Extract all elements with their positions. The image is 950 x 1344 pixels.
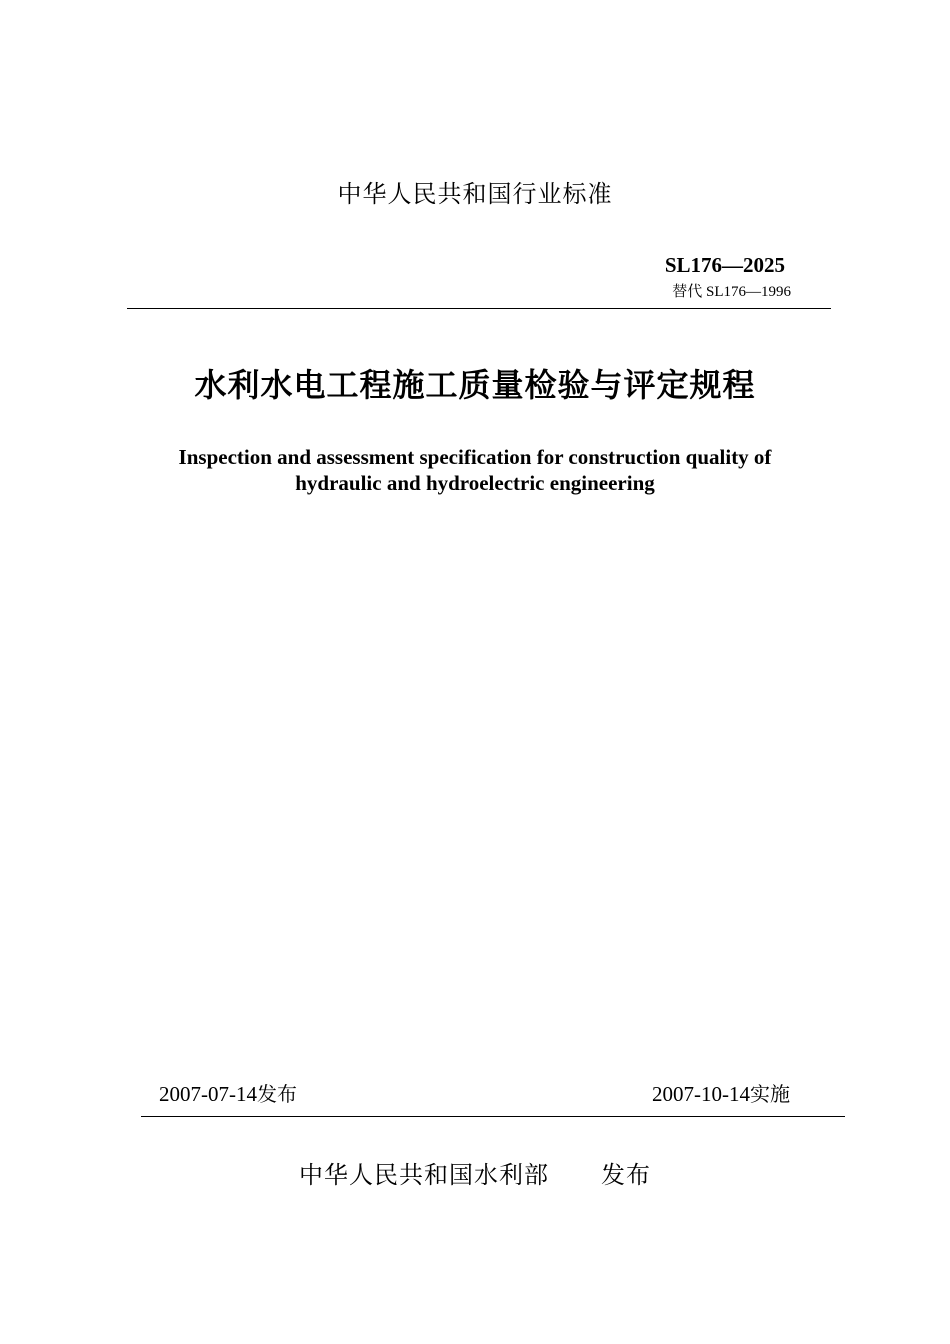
title-english-line1: Inspection and assessment specification for construction quality of <box>178 445 772 469</box>
replaces-standard: 替代 SL176—1996 <box>672 284 791 300</box>
implement-date-block <box>560 1078 790 1107</box>
top-divider <box>127 308 831 309</box>
title-english-line2: hydraulic and hydroelectric engineering <box>295 471 655 495</box>
publish-date-block <box>159 1078 297 1107</box>
implement-date: 2007-10-14 <box>652 1082 750 1106</box>
issuer <box>0 1155 950 1190</box>
title-chinese: 水利水电工程施工质量检验与评定规程 <box>194 366 756 404</box>
title-english <box>140 444 810 496</box>
issuer-name: 中华人民共和国水利部 <box>299 1161 549 1189</box>
issuer-action: 发布 <box>601 1161 651 1189</box>
bottom-divider <box>141 1116 845 1117</box>
publish-label: 发布 <box>257 1082 297 1106</box>
publish-date: 2007-07-14 <box>159 1082 257 1106</box>
standard-number: SL176—2025 <box>664 253 785 277</box>
standard-type-header: 中华人民共和国行业标准 <box>337 180 613 208</box>
implement-label: 实施 <box>750 1082 790 1106</box>
